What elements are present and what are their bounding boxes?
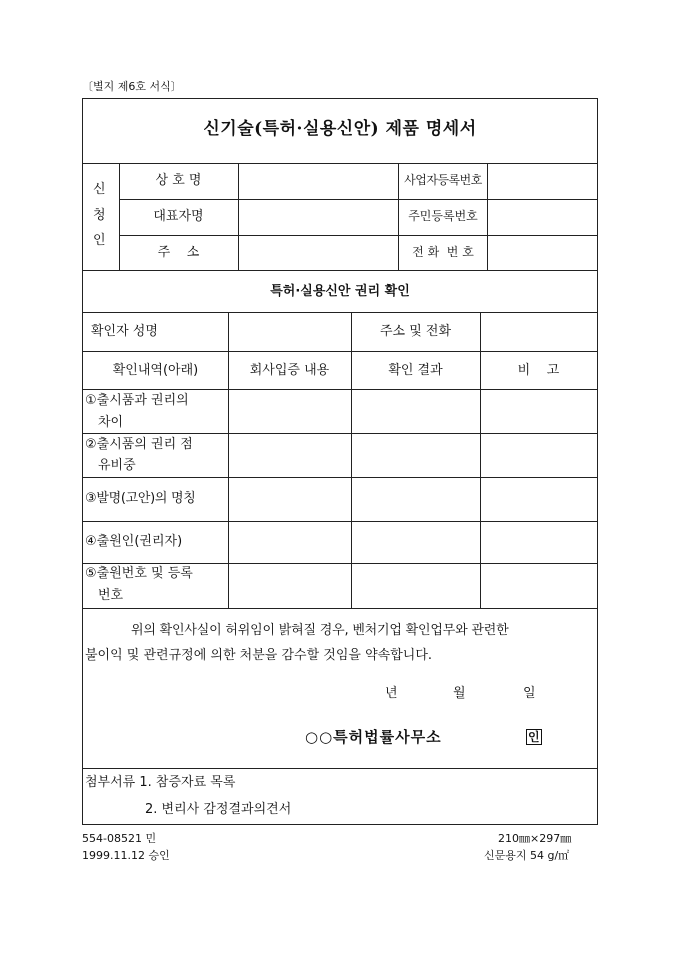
address-label: 주 소 (157, 245, 200, 260)
date-day-label: 일 (523, 686, 536, 701)
paper-size: 210㎜×297㎜ (498, 832, 572, 845)
paper-type: 신문용지 54 g/㎡ (484, 849, 570, 862)
divider (83, 389, 597, 390)
phone-field[interactable] (489, 236, 595, 269)
representative-label: 대표자명 (153, 209, 204, 224)
attachments-line-1: 첨부서류 1. 참증자료 목록 (85, 775, 236, 790)
divider (83, 768, 597, 769)
attachments-line-2: 2. 변리사 감정결과의견서 (145, 802, 292, 817)
address-field[interactable] (240, 236, 396, 269)
applicant-label: 청 (93, 208, 106, 223)
confirmer-name-field[interactable] (230, 314, 349, 350)
phone-label: 전 화 번 호 (412, 245, 474, 259)
date-month-label: 월 (453, 686, 466, 701)
item-label: ⑤출원번호 및 등록 (85, 566, 193, 581)
form-code: 554-08521 민 (82, 832, 157, 845)
item-label: 번호 (98, 588, 124, 603)
company-name-label: 상 호 명 (155, 173, 202, 188)
item-label: ④출원인(권리자) (85, 534, 183, 549)
representative-field[interactable] (240, 200, 396, 234)
column-header: 비 고 (517, 363, 560, 378)
divider (83, 312, 597, 313)
patent-office-name: ○○특허법률사무소 (305, 728, 442, 746)
applicant-label: 신 (93, 182, 106, 197)
column-header: 확인내역(아래) (112, 363, 199, 378)
company-name-field[interactable] (240, 164, 396, 198)
address-phone-field[interactable] (482, 314, 595, 350)
business-reg-number-field[interactable] (489, 164, 595, 198)
divider (83, 270, 597, 271)
divider (83, 608, 597, 609)
statement-line-2: 불이익 및 관련규정에 의한 처분을 감수할 것임을 약속합니다. (85, 648, 433, 663)
statement-line-1: 위의 확인사실이 허위임이 밝혀질 경우, 벤처기업 확인업무와 관련한 (131, 623, 509, 638)
divider (487, 163, 488, 270)
address-phone-label: 주소 및 전화 (379, 324, 452, 339)
divider (398, 163, 399, 270)
specification-form (82, 98, 598, 825)
approval-date: 1999.11.12 승인 (82, 849, 170, 862)
form-number: 〔별지 제6호 서식〕 (82, 80, 182, 93)
divider (351, 312, 352, 608)
divider (228, 312, 229, 608)
divider (83, 521, 597, 522)
applicant-label: 인 (93, 233, 106, 248)
rights-section-title: 특허·실용신안 권리 확인 (270, 284, 410, 299)
item-label: ②출시품의 권리 점 (85, 437, 193, 452)
divider (83, 563, 597, 564)
seal-mark (526, 729, 542, 746)
resident-reg-number-field[interactable] (489, 200, 595, 234)
form-title: 신기술(특허·실용신안) 제품 명세서 (203, 119, 477, 139)
column-header: 회사입증 내용 (249, 363, 330, 378)
resident-reg-number-label: 주민등록번호 (408, 209, 478, 223)
divider (83, 477, 597, 478)
business-reg-number-label: 사업자등록번호 (404, 173, 482, 187)
divider (83, 351, 597, 352)
column-header: 확인 결과 (388, 363, 443, 378)
item-label: ③발명(고안)의 명칭 (85, 491, 196, 506)
seal-label: 인 (528, 730, 540, 744)
divider (238, 163, 239, 270)
divider (480, 312, 481, 608)
item-label: 차이 (98, 415, 124, 430)
confirmer-name-label: 확인자 성명 (91, 324, 158, 339)
item-label: 유비중 (98, 458, 136, 473)
date-year-label: 년 (385, 686, 398, 701)
divider (83, 433, 597, 434)
item-label: ①출시품과 권리의 (85, 393, 189, 408)
